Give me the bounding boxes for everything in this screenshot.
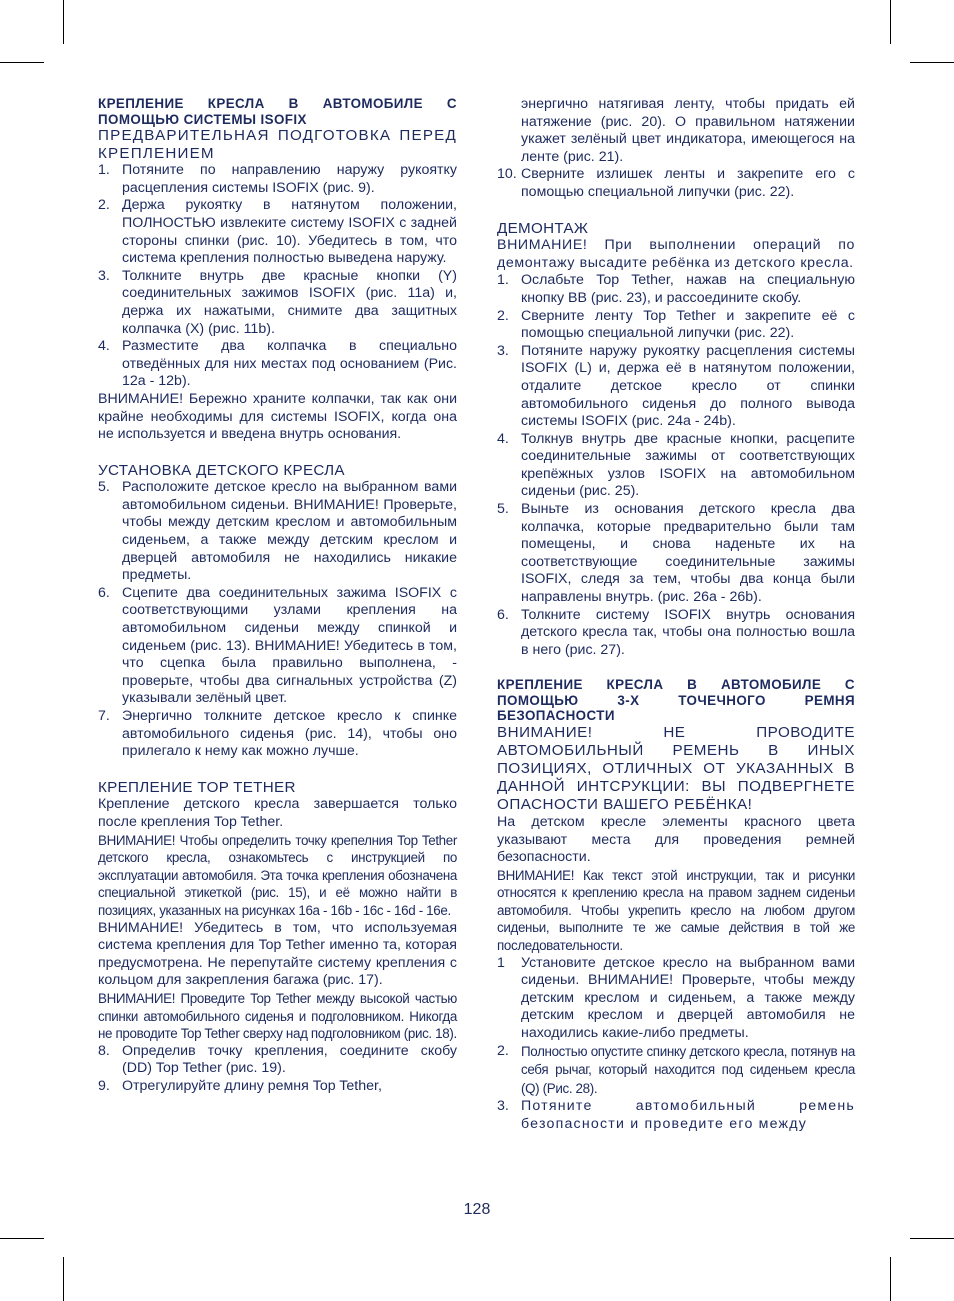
prep-steps-list xyxy=(98,162,457,391)
removal-warning: ВНИМАНИЕ! При выполнении операций по демонтажу высадите ребёнка из детского кресла. xyxy=(497,237,855,271)
list-item: 1. Потяните по направлению наружу рукоятку расцепления системы ISOFIX (рис. 9). xyxy=(98,162,457,196)
tether-steps-continued xyxy=(497,96,855,202)
prep-subtitle: ПРЕДВАРИТЕЛЬНАЯ ПОДГОТОВКА ПЕРЕД КРЕПЛЕНИЕМ xyxy=(98,127,457,162)
list-item: 7. Энергично толкните детское кресло к спинке автомобильного сиденья (рис. 14), чтобы оно прилегало к нему как можно лучше. xyxy=(98,708,457,760)
install-steps-list xyxy=(98,479,457,761)
left-column xyxy=(98,96,457,1095)
page-number: 128 xyxy=(463,1201,491,1218)
crop-mark xyxy=(910,62,954,63)
list-item: 2. Сверните ленту Top Tether и закрепите её с помощью специальной липучки (рис. 22). xyxy=(497,307,855,342)
crop-mark xyxy=(0,1238,44,1239)
list-item: 2. Держа рукоятку в натянутом положении, ПОЛНОСТЬЮ извлеките систему ISOFIX с задней стороны спинки (рис. 10). Убедитесь в том, что система крепления полностью выведена наружу. xyxy=(98,197,457,267)
list-item: 4. Толкнув внутрь две красные кнопки, расцепите соединительные зажимы от соответствующих крепёжных узлов ISOFIX на автомобильном сиденьи (рис. 25). xyxy=(497,430,855,500)
crop-mark xyxy=(890,0,891,44)
list-item: 1. Ослабьте Top Tether, нажав на специальную кнопку BB (рис. 23), и рассоедините скобу. xyxy=(497,272,855,306)
list-item: 1 Установите детское кресло на выбранном вами сиденьи. ВНИМАНИЕ! Проверьте, чтобы между детским креслом и сиденьем, а также между детским креслом и дверцей автомобиля не находились какие-либо предметы. xyxy=(497,954,855,1042)
tether-subtitle: КРЕПЛЕНИЕ TOP TETHER xyxy=(98,778,296,796)
list-item: 9. Отрегулируйте длину ремня Top Tether, xyxy=(98,1077,382,1094)
crop-mark xyxy=(63,0,64,44)
list-item: энергично натягивая ленту, чтобы придать ей натяжение (рис. 20). О правильном натяжении укажет зелёный цвет индикатора, имеющегося на ленте (рис. 21). xyxy=(521,96,855,165)
list-item: 10. Сверните излишек ленты и закрепите его с помощью специальной липучки (рис. 22). xyxy=(497,166,855,200)
belt-warning: ВНИМАНИЕ! Как текст этой инструкции, так и рисунки относятся к креплению кресла на правом заднем сиденьи автомобиля. Чтобы укрепить кресло на любом другом сиденьи, выполните те же самые действия в той же последовательности. xyxy=(497,867,855,954)
removal-steps-list xyxy=(497,272,855,659)
crop-mark xyxy=(890,1257,891,1301)
list-item: 5. Расположите детское кресло на выбранном вами автомобильном сиденьи. ВНИМАНИЕ! Проверьте, чтобы между детским креслом и автомобильным сиденьем, а также между детским креслом и дверцей автомобиля не находились никакие предметы. xyxy=(98,479,457,584)
belt-note: На детском кресле элементы красного цвета указывают места для проведения ремней безопасности. xyxy=(497,813,855,866)
list-item: 6. Сцепите два соединительных зажима ISOFIX с соответствующими узлами крепления на автомобильном сиденьи между спинкой и сиденьем (рис. 13). ВНИМАНИЕ! Убедитесь в том, что сцепка была правильно выполнена, - проверьте, чтобы два сигнальных устройства (Z) указывали зелёный цвет. xyxy=(98,584,457,707)
list-item: 4. Разместите два колпачка в специально отведённых для них местах под основанием (Рис. 12a - 12b). xyxy=(98,338,457,390)
belt-warning-caps: ВНИМАНИЕ! НЕ ПРОВОДИТЕ АВТОМОБИЛЬНЫЙ РЕМЕНЬ В ИНЫХ ПОЗИЦИЯХ, ОТЛИЧНЫХ ОТ УКАЗАННЫХ В ДАННОЙ ИНТСРУКЦИИ: ВЫ ПОДВЕРГНЕТЕ ОПАСНОСТИ ВАШЕГО РЕБЁНКА! xyxy=(497,723,855,813)
right-column xyxy=(497,96,855,1134)
list-item: 6. Толкните систему ISOFIX внутрь основания детского кресла так, чтобы она полностью вошла в него (рис. 27). xyxy=(497,606,855,658)
tether-warning-2: ВНИМАНИЕ! Убедитесь в том, что используемая система крепления для Top Tether именно та, которая предусмотрена. Не перепутайте систему крепления с кольцом для закрепления багажа (рис. 17). xyxy=(98,919,457,989)
prep-warning: ВНИМАНИЕ! Бережно храните колпачки, так как они крайне необходимы для системы ISOFIX, когда она не используется и введена внутрь основания. xyxy=(98,390,457,443)
belt-steps-list xyxy=(497,955,855,1134)
tether-warning-1: ВНИМАНИЕ! Чтобы определить точку крепелния Top Tether детского кресла, ознакомьтесь с инструкцией по эксплуатации автомобиля. Эта точка крепления обозначена специальной этикеткой (рис. 15), и её можно найти в позициях, указанных на рисунках 16a - 16b - 16c - 16d - 16e. xyxy=(98,832,457,918)
belt-section-title: КРЕПЛЕНИЕ КРЕСЛА В АВТОМОБИЛЕ С ПОМОЩЬЮ 3-Х ТОЧЕЧНОГО РЕМНЯ БЕЗОПАСНОСТИ xyxy=(497,677,855,724)
removal-subtitle: ДЕМОНТАЖ xyxy=(497,219,589,237)
crop-mark xyxy=(0,62,44,63)
crop-mark xyxy=(63,1257,64,1301)
list-item: 3. Потяните автомобильный ремень безопасности и проведите его между xyxy=(497,1098,855,1132)
tether-steps-list xyxy=(98,1043,457,1096)
install-subtitle: УСТАНОВКА ДЕТСКОГО КРЕСЛА xyxy=(98,461,345,479)
list-item: 3. Толкните внутрь две красные кнопки (Y) соединительных зажимов ISOFIX (рис. 11a) и, держа их нажатыми, снимите два защитных колпачка (X) (рис. 11b). xyxy=(98,267,457,337)
crop-mark xyxy=(910,1238,954,1239)
tether-warning-3: ВНИМАНИЕ! Проведите Top Tether между высокой частью спинки автомобильного сиденья и подголовником. Никогда не проводите Top Tether сверху над подголовником (рис. 18). xyxy=(98,990,457,1042)
list-item: 3. Потяните наружу рукоятку расцепления системы ISOFIX (L) и, держа её в натянутом положении, отдалите детское кресло от спинки автомобильного сиденья до полного вывода системы ISOFIX (рис. 24a - 24b). xyxy=(497,342,855,430)
tether-intro: Крепление детского кресла завершается только после крепления Top Tether. xyxy=(98,796,457,830)
isofix-section-title: КРЕПЛЕНИЕ КРЕСЛА В АВТОМОБИЛЕ С ПОМОЩЬЮ СИСТЕМЫ ISOFIX xyxy=(98,96,457,127)
list-item: 2. Полностью опустите спинку детского кресла, потянув на себя рычаг, который находится под сиденьем кресла (Q) (Рис. 28). xyxy=(497,1042,855,1096)
list-item: 5. Выньте из основания детского кресла два колпачка, которые предварительно были там помещены, и снова наденьте их на соответствующие соединительные зажимы ISOFIX, следя за тем, чтобы два конца были направлены внутрь. (рис. 26a - 26b). xyxy=(497,501,855,606)
list-item: 8. Определив точку крепления, соедините скобу (DD) Top Tether (рис. 19). xyxy=(98,1042,457,1077)
